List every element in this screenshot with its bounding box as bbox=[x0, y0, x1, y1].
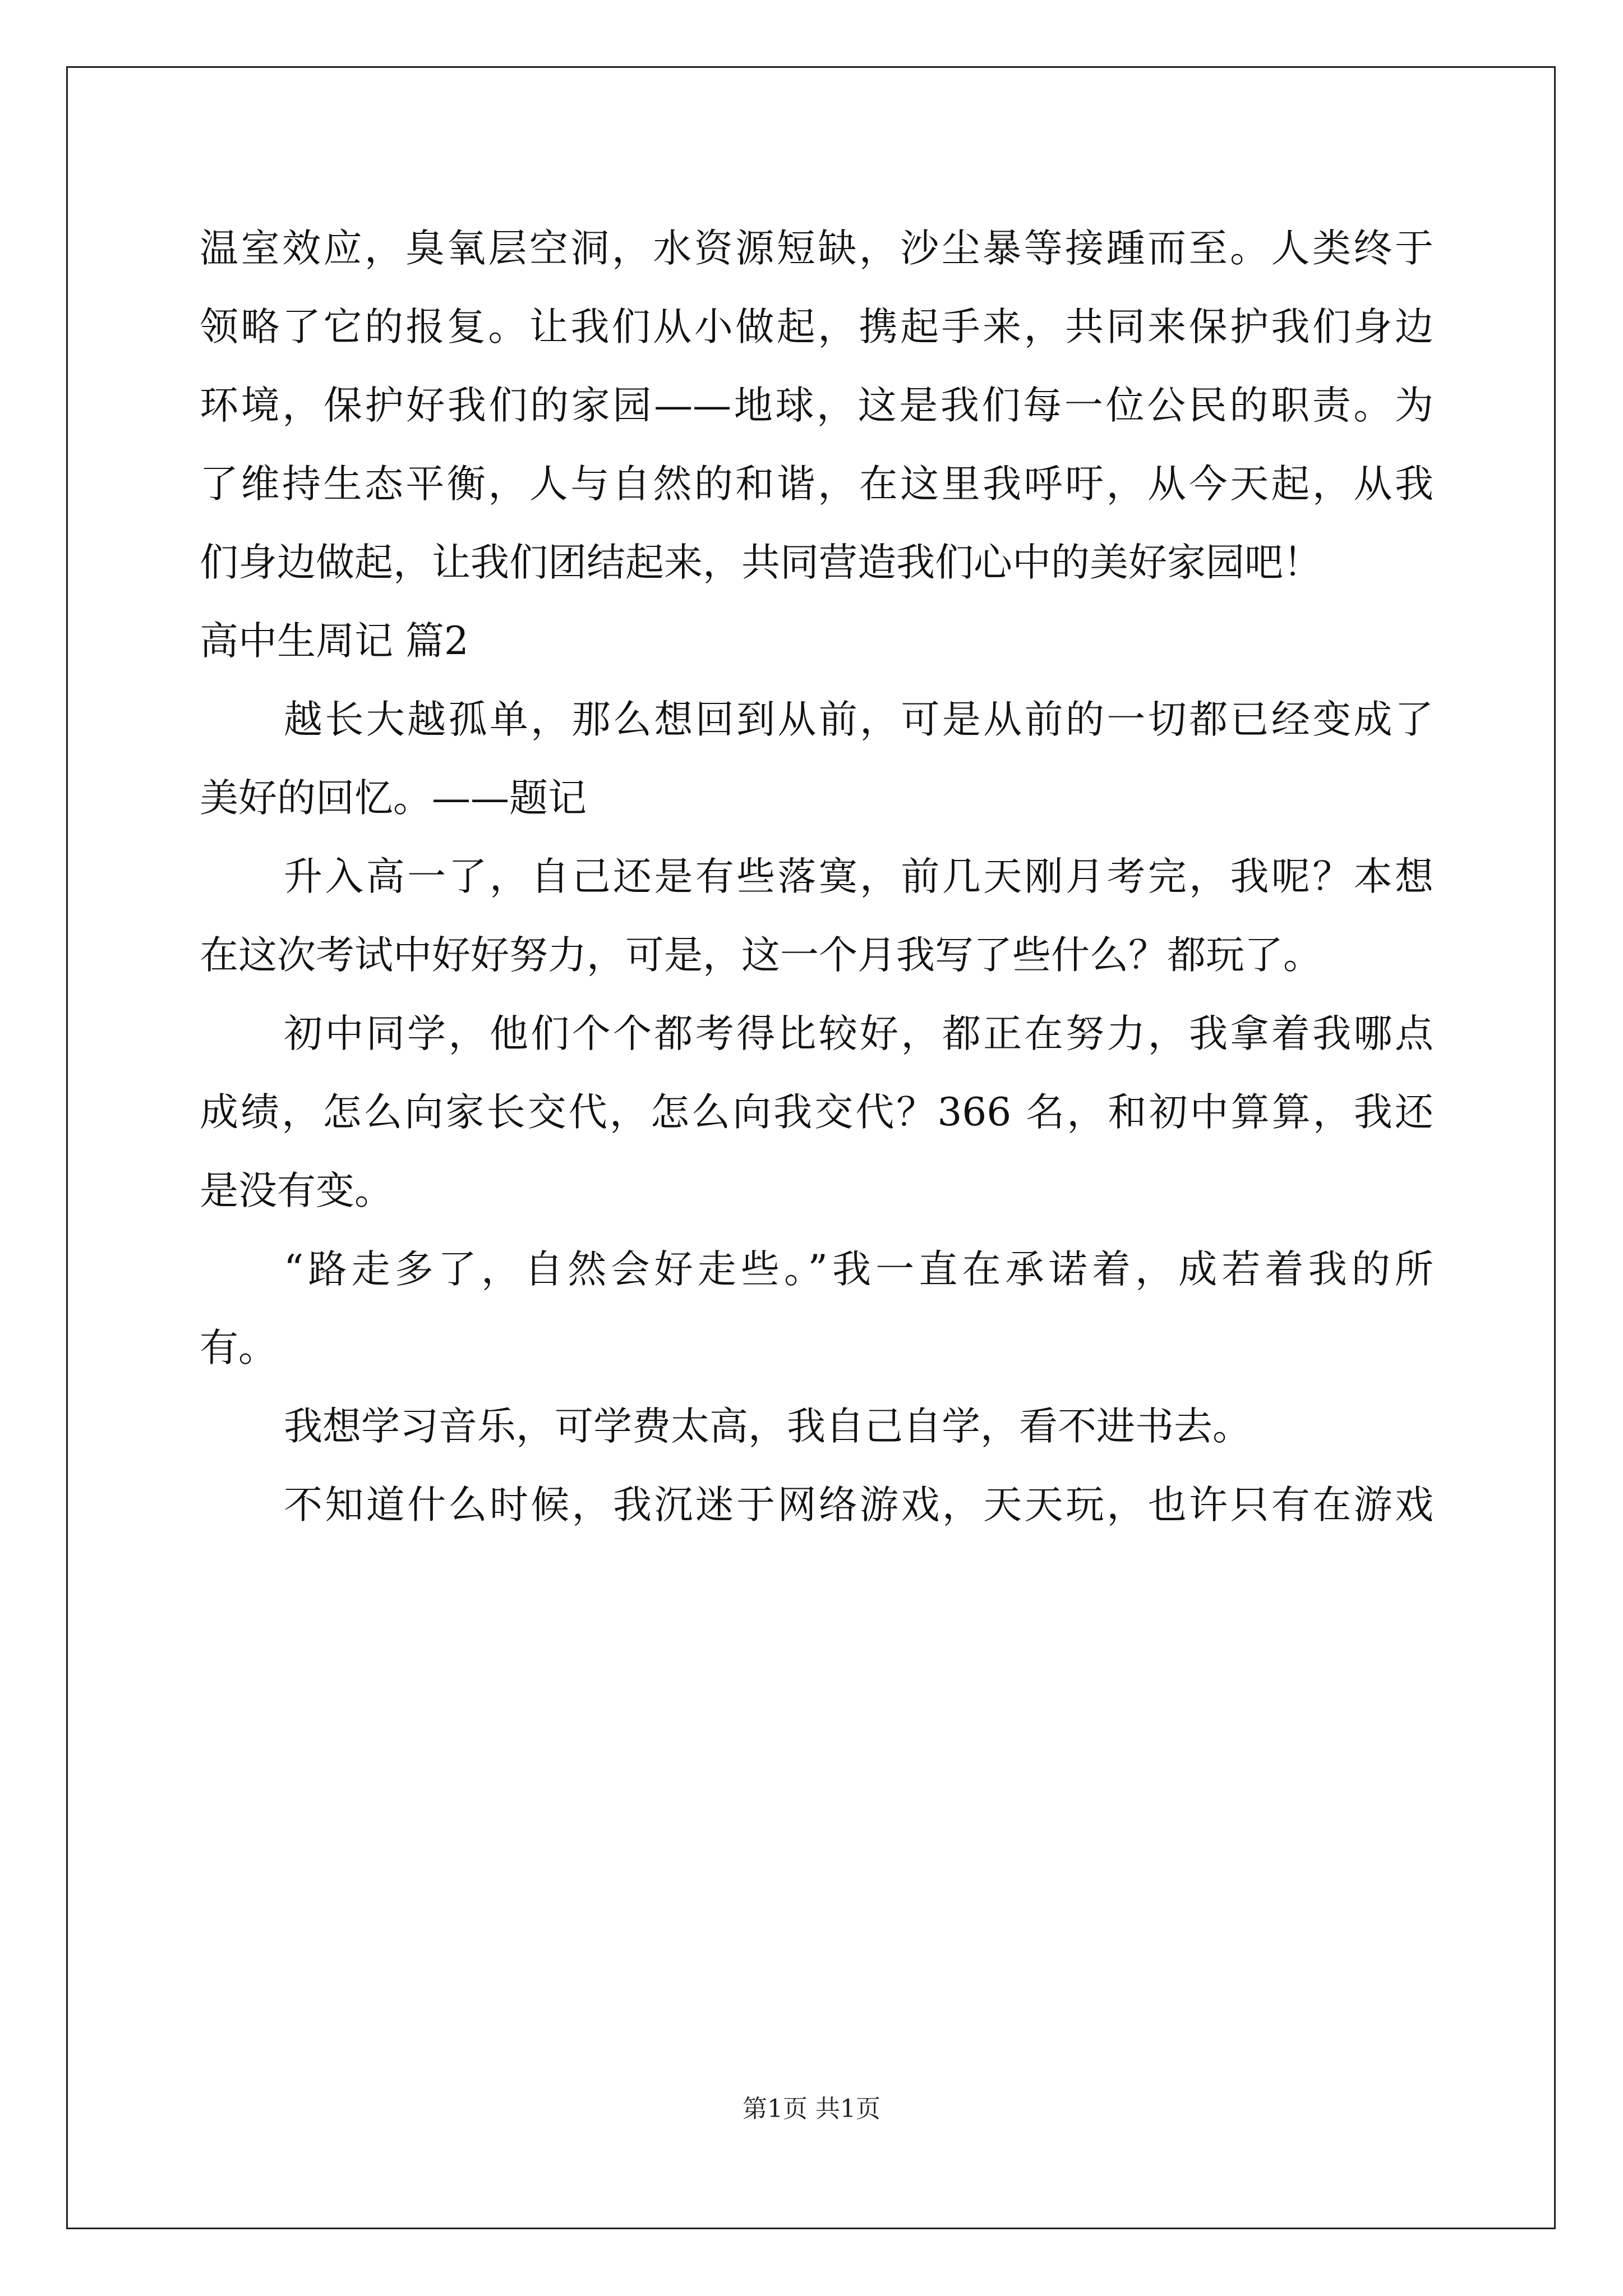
paragraph-line: 升入高一了，自己还是有些落寞，前几天刚月考完，我呢？本想 bbox=[284, 854, 1433, 899]
paragraph-line: 美好的回忆。——题记 bbox=[200, 776, 587, 821]
paragraph-line: 有。 bbox=[200, 1326, 277, 1370]
paragraph-line: 们身边做起，让我们团结起来，共同营造我们心中的美好家园吧！ bbox=[200, 540, 1322, 585]
paragraph-line: “路走多了，自然会好走些。”我一直在承诺着，成若着我的所 bbox=[284, 1247, 1433, 1292]
paragraph-line: 越长大越孤单，那么想回到从前，可是从前的一切都已经变成了 bbox=[284, 697, 1433, 742]
page-footer: 第1页 共1页 bbox=[743, 2095, 880, 2123]
paragraph-line: 环境，保护好我们的家园——地球，这是我们每一位公民的职责。为 bbox=[200, 383, 1433, 428]
section-heading: 高中生周记 篇2 bbox=[200, 619, 469, 664]
paragraph-line: 温室效应，臭氧层空洞，水资源短缺，沙尘暴等接踵而至。人类终于 bbox=[200, 226, 1433, 271]
paragraph-line: 初中同学，他们个个都考得比较好，都正在努力，我拿着我哪点 bbox=[284, 1011, 1433, 1056]
paragraph-line: 成绩，怎么向家长交代，怎么向我交代？366 名，和初中算算，我还 bbox=[200, 1090, 1433, 1135]
paragraph-line: 我想学习音乐，可学费太高，我自己自学，看不进书去。 bbox=[284, 1404, 1251, 1449]
paragraph-line: 领略了它的报复。让我们从小做起，携起手来，共同来保护我们身边 bbox=[200, 305, 1433, 349]
paragraph-line: 是没有变。 bbox=[200, 1168, 393, 1213]
paragraph-line: 在这次考试中好好努力，可是，这一个月我写了些什么？都玩了。 bbox=[200, 933, 1322, 978]
paragraph-line: 不知道什么时候，我沉迷于网络游戏，天天玩，也许只有在游戏 bbox=[284, 1483, 1433, 1527]
paragraph-line: 了维持生态平衡，人与自然的和谐，在这里我呼吁，从今天起，从我 bbox=[200, 462, 1433, 507]
